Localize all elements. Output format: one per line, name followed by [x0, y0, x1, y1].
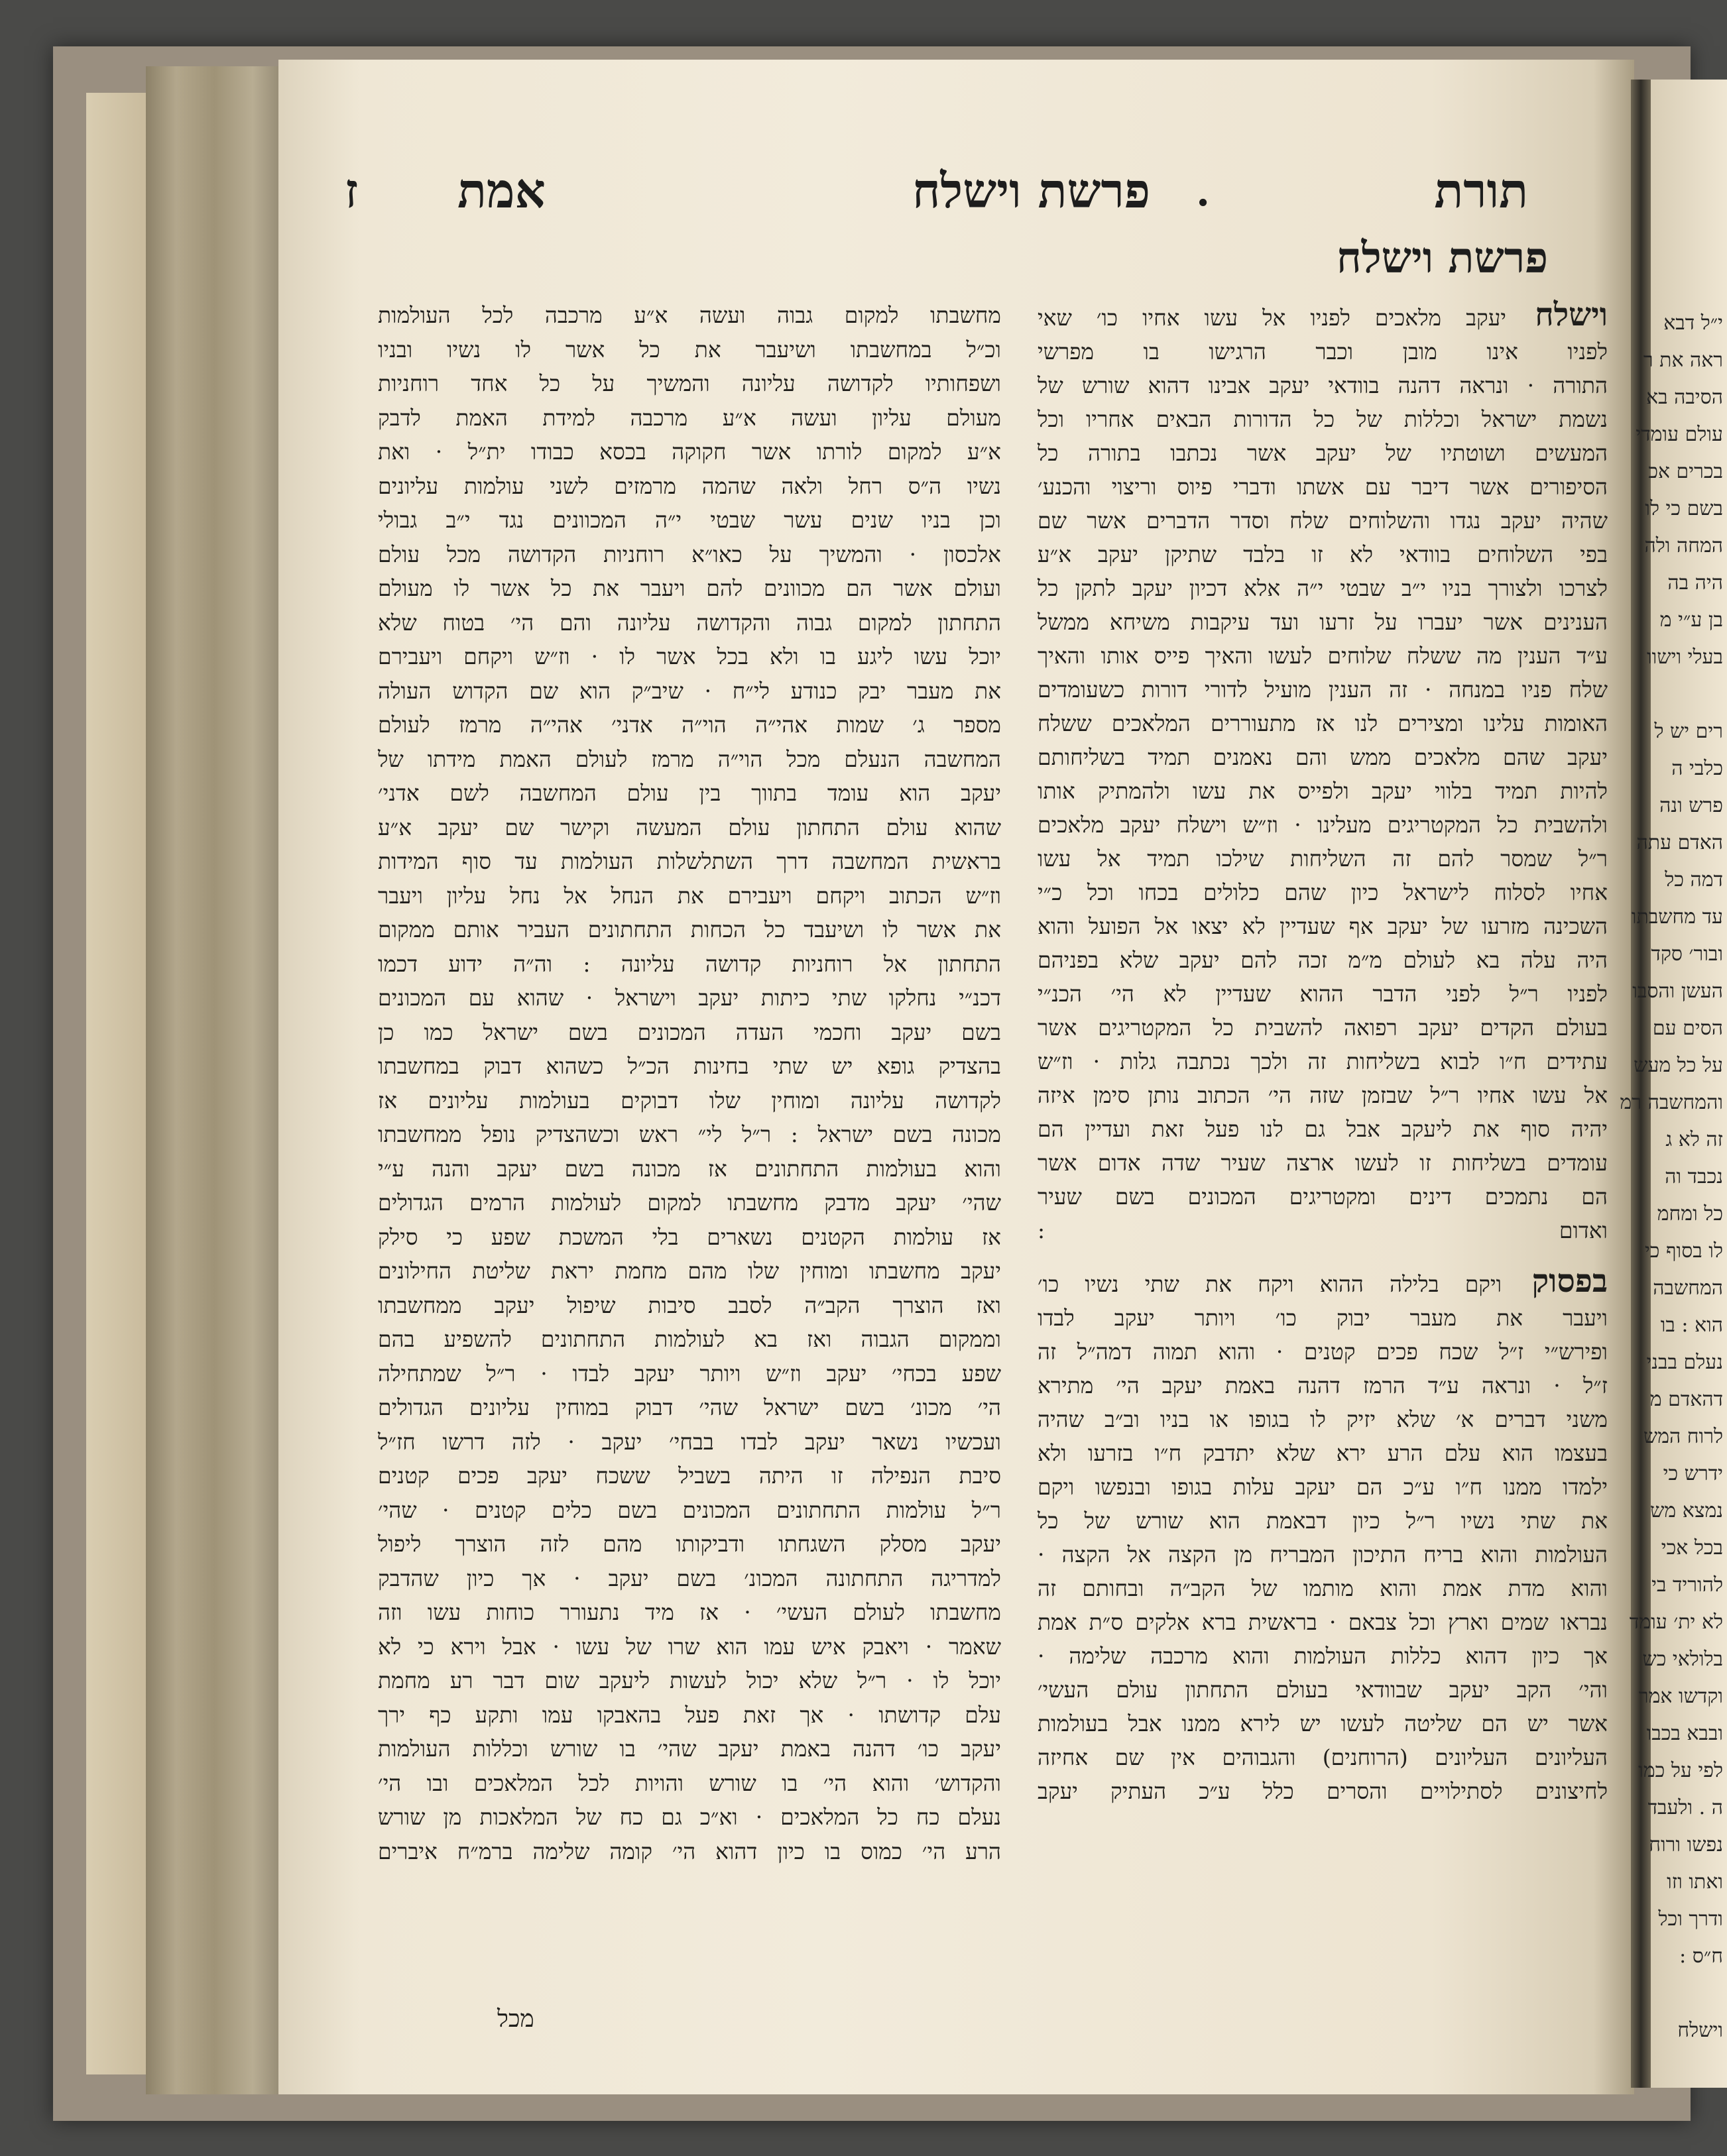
facing-page-fragment: נפשו ורוח — [1649, 1833, 1723, 1856]
text-line: ר״ל עולמות התחתונים המכונים בשם כלים קטנים · שהי׳ — [378, 1497, 1001, 1523]
lead-word: וישלח — [1506, 296, 1608, 333]
text-line: את מעבר יבק כנודע לי״ח · שיב״ק הוא שם הקדוש העולה — [378, 677, 1001, 704]
text-line: הסיפורים אשר דיבר עם אשתו ודברי פיוס וריצוי והכנע׳ — [1038, 474, 1608, 500]
header-book-title-2: אמת — [457, 162, 546, 219]
text-line: ר״ל שמסר להם זה השליחות שילכו תמיד אל עשו — [1038, 846, 1608, 872]
facing-page-fragment — [1651, 1975, 1727, 2012]
facing-page-fragment: נעלם בבני — [1646, 1351, 1723, 1374]
text-line: ויעבר את מעבר יבוק כו׳ ויותר יעקב לבדו — [1038, 1305, 1608, 1331]
text-line: יהיה סוף את ליעקב אבל גם לנו פעל זאת ועדיין הם — [1038, 1116, 1608, 1142]
text-line: משני דברים א׳ שלא יזיק לו בגופו או בניו וב״ב שהיה — [1038, 1406, 1608, 1432]
text-line: והוא מדת אמת והוא מותמו של הקב״ה ובחותם זה — [1038, 1575, 1608, 1601]
facing-page-fragment: בשם כי לו — [1645, 497, 1723, 520]
text-line: לחיצונים לסתילויים והסרים כלל ע״כ העתיק יעקב — [1038, 1778, 1608, 1804]
text-line: השכינה מזרעו של יעקב אף שעדיין לא יצאו אל הפועל והוא — [1038, 913, 1608, 939]
text-line-rest: יעקב מלאכים לפניו אל עשו אחיו כו׳ שאי — [1038, 305, 1507, 331]
facing-page-fragment: הוא : בו — [1660, 1314, 1723, 1337]
text-line — [1038, 1265, 1608, 1301]
text-line: אל עשו אחיו ר״ל שבזמן שזה הי׳ הכתוב נותן סימן איזה — [1038, 1082, 1608, 1108]
facing-page-fragment: לפי על כמו — [1638, 1759, 1723, 1782]
facing-page-fragment: דהאדם מ — [1649, 1388, 1723, 1411]
text-line: הענינים אשר יעברו על זרעו ועד עיקבות משיחא ממשל — [1038, 609, 1608, 635]
facing-page-fragment: בעלי וישוו — [1646, 646, 1723, 669]
facing-page-fragment: המחשבה — [1653, 1277, 1723, 1300]
text-line: יוכל לו · ר״ל שלא יכול לעשות ליעקב שום דבר רע מחמת — [378, 1668, 1001, 1693]
text-line: התורה · ונראה דהנה בוודאי יעקב אבינו דהוא שורש של — [1038, 372, 1608, 398]
facing-page-fragment: זה לא ג — [1665, 1128, 1723, 1151]
text-line: המעשים ושוטתיו של יעקב אשר נכתבו בתורה כל — [1038, 440, 1608, 466]
text-line: ופירש״י ז״ל שכח פכים קטנים · והוא תמוה דמה״ל זה — [1038, 1339, 1608, 1365]
text-line: מספר ג׳ שמות אהי״ה הוי״ה אדני׳ אהי״ה מרמז לעולם — [378, 712, 1001, 738]
facing-page-fragment: וקדשו אמר — [1638, 1685, 1723, 1708]
text-line: ואז הוצרך הקב״ה לסבב סיבות שיפול יעקב ממחשבתו — [378, 1292, 1001, 1318]
text-line: יעקב כו׳ דהנה באמת יעקב שהי׳ בו שורש וכללות העולמות — [378, 1736, 1001, 1762]
text-line: שהיה יעקב נגדו והשלוחים שלח וסדר הדברים אשר שם — [1038, 508, 1608, 534]
page-block-edge — [146, 66, 298, 2094]
facing-page-fragment: בלולאי כש — [1642, 1648, 1723, 1671]
text-line-rest: ויקם בלילה ההוא ויקח את שתי נשיו כו׳ — [1038, 1271, 1502, 1297]
text-line: נעלם כח כל המלאכים · וא״כ גם כח של המלאכות מן שורש — [378, 1804, 1001, 1830]
text-line: וז״ש הכתוב ויקחם ויעבירם את הנחל אל נחל עליון ויעבר — [378, 882, 1001, 909]
text-line: שלח פניו במנחה · זה הענין מועיל לדורי דורות כשעומדים — [1038, 677, 1608, 703]
text-line: שהי׳ יעקב מדבק מחשבתו למקום לעולמות הרמים הגדולים — [378, 1190, 1001, 1216]
facing-page-fragment — [1651, 676, 1727, 713]
text-line: את שתי נשיו ר״ל כיון דבאמת הוא שורש של כל — [1038, 1508, 1608, 1534]
text-line: מכונה בשם ישראל : ר״ל לי״ ראש וכשהצדיק נופל ממחשבתו — [378, 1121, 1001, 1147]
left-column-text — [378, 298, 1001, 1868]
text-line: סיבת הנפילה זו היתה בשביל ששכח יעקב פכים קטנים — [378, 1463, 1001, 1489]
facing-page-text — [1620, 80, 1727, 2049]
section-title: פרשת וישלח — [1336, 233, 1548, 283]
text-line: ושפחותיו לקדושה עליונה והמשיך על כל אחד רוחניות — [378, 370, 1001, 396]
text-line: יעקב מחשבתו ומוחין שלו מהם מחמת יראת שליטת החילונים — [378, 1258, 1001, 1284]
facing-page-fragment: רים יש ל — [1654, 720, 1723, 743]
text-line: שאמר · ויאבק איש עמו הוא שרו של עשו · אבל וירא כי לא — [378, 1633, 1001, 1660]
text-line: יעקב שהם מלאכים ממש והם נאמנים תמיד בשליחותם — [1038, 744, 1608, 770]
text-line: המחשבה הנעלם מכל הוי״ה מרמז לעולם האמת מידתו של — [378, 746, 1001, 772]
facing-page-fragment: האדם עתה — [1636, 831, 1723, 854]
text-line: אשר יש הם שליטה לעשו יש לירא ממנו אבל בעולמות — [1038, 1711, 1608, 1736]
facing-page-fragment: הסיבה בא — [1646, 386, 1723, 409]
text-line — [1038, 298, 1608, 335]
facing-page-fragment: ודרך וכל — [1658, 1907, 1723, 1931]
text-line: ולהשבית כל המקטריגים מעלינו · וז״ש וישלח יעקב מלאכים — [1038, 812, 1608, 838]
facing-page-fragment: ידרש כי — [1663, 1462, 1723, 1485]
text-line: בעצמו הוא עלם הרע ירא שלא יתדבק ח״ו בזרעו ולא — [1038, 1440, 1608, 1466]
catchword: מכל — [497, 2006, 534, 2033]
facing-page-fragment: בכל אכי — [1661, 1536, 1723, 1560]
text-line: התחתון למקום גבוה והקדושה עליונה והם הי׳ בטוח שלא — [378, 609, 1001, 636]
text-line: עומדים בשליחות זו לעשו ארצה שעיר שדה אדום אשר — [1038, 1150, 1608, 1176]
facing-page-fragment: בכרים אכ — [1648, 460, 1723, 483]
text-line: נבראו שמים וארץ וכל צבאם · בראשית ברא אלקים ס״ת אמת — [1038, 1609, 1608, 1635]
right-text-column — [1038, 298, 1608, 1808]
text-line: מחשבתו לעולם העשי׳ · אז מיד נתעורר כוחות עשו וזה — [378, 1599, 1001, 1625]
text-line: וממקום הגבוה ואז בא לעולמות התחתונים להשפיע בהם — [378, 1326, 1001, 1352]
text-line: התחתון אל רוחניות קדושה עליונה : וה״ה ידוע דכמו — [378, 950, 1001, 977]
text-line: בראשית המחשבה דרך השתלשלות העולמות עד סוף המידות — [378, 848, 1001, 874]
text-line: הי׳ מכונ׳ בשם ישראל שהי׳ דבוק במוחין עליונים הגדולים — [378, 1394, 1001, 1420]
facing-page-fragment: פרש ונה — [1659, 794, 1723, 817]
text-line: ילמדו ממנו ח״ו ע״כ הם יעקב עלות בגופו ובנפשו ויקם — [1038, 1474, 1608, 1500]
facing-page-fragment: העשן והסבו — [1632, 980, 1723, 1003]
text-line: העליונים העליונים (הרוחנים) והגבוהים אין שם אחיזה — [1038, 1744, 1608, 1770]
text-line: שפע בכחי׳ יעקב וז״ש ויותר יעקב לבדו · ר״ל שמתחילה — [378, 1360, 1001, 1387]
text-line: בעולם הקדים יעקב רפואה להשבית כל המקטריגים אשר — [1038, 1015, 1608, 1041]
page-number: ז — [345, 162, 359, 219]
facing-page-fragment: ובור׳ סקד — [1651, 942, 1723, 966]
text-line: העולמות והוא בריח התיכון המבריח מן הקצה אל הקצה · — [1038, 1542, 1608, 1567]
text-line: הם נתמכים דינים ומקטריגים המכונים בשם שעיר — [1038, 1184, 1608, 1210]
text-line: לצרכו ולצורך בניו י״ב שבטי י״ה אלא דכיון יעקב לתקן כל — [1038, 575, 1608, 601]
text-line: אלכסון · והמשיך על כאו״א רוחניות הקדושה מכל עולם — [378, 541, 1001, 567]
facing-page-fragment: עד מחשבתו — [1631, 905, 1723, 929]
header-separator: . — [1196, 169, 1210, 215]
facing-page-fragment: ה . ולעבד — [1647, 1796, 1723, 1819]
facing-page-fragment: המחה ולה — [1644, 534, 1723, 557]
text-line: עלם קדושתו · אך זאת פעל בהאבקו עמו ותקע כף ירך — [378, 1701, 1001, 1728]
text-line: אז עולמות הקטנים נשארים בלי המשכת שפע כי סילק — [378, 1223, 1001, 1250]
text-line: לפניו אינו מובן וכבר הרגישו בו מפרשי — [1038, 339, 1608, 365]
running-header — [331, 162, 1608, 235]
text-line: ועכשיו נשאר יעקב לבדו בבחי׳ יעקב · לזה דרשו חז״ל — [378, 1428, 1001, 1455]
text-line: ועולם אשר הם מכוונים להם ויעבר את כל אשר לו מעולם — [378, 575, 1001, 601]
facing-page-fragment: עולם עומדי — [1636, 423, 1723, 446]
facing-page-fragment: ואתו וזו — [1667, 1870, 1723, 1894]
facing-page-fragment: נמצא מש — [1650, 1499, 1723, 1522]
facing-page-fragment: והמחשבה רמ — [1620, 1091, 1723, 1114]
text-line: יעקב מסלק השגחתו ודביקותו מהם לזה הוצרך ליפול — [378, 1531, 1001, 1557]
text-line: להיות תמיד בלווי יעקב ולפייס את עשו ולהמתיק אותו — [1038, 778, 1608, 804]
facing-page-edge — [1620, 80, 1727, 2088]
lead-word: בפסוק — [1502, 1263, 1608, 1300]
facing-page-fragment: כל ומחמ — [1657, 1202, 1723, 1225]
text-line: נשמת ישראל וכללות של כל הדורות הבאים אחריו וכל — [1038, 406, 1608, 432]
facing-page-fragment: בן ע״י מ — [1659, 608, 1723, 632]
facing-page-fragment: וישלח — [1677, 2019, 1723, 2042]
text-line: למדריגה התחתונה המכונ׳ בשם יעקב · אך כיון שהדבק — [378, 1565, 1001, 1591]
facing-page-fragment: ראה את ר — [1643, 349, 1723, 372]
facing-page-fragment: לו בסוף כי — [1644, 1239, 1723, 1263]
facing-page-fragment: ח״ס : — [1679, 1945, 1723, 1968]
facing-page-fragment: היה בה — [1667, 571, 1723, 595]
right-column-section-2 — [1038, 1265, 1608, 1808]
text-line: וכן בניו שנים עשר שבטי י״ה המכוונים נגד י״ב גבולי — [378, 507, 1001, 533]
text-line: א״ע למקום לורתו אשר חקוקה בכסא כבודו ית״ל · ואת — [378, 439, 1001, 465]
header-book-title: תורת — [1434, 162, 1528, 219]
cover-board-edge — [86, 93, 146, 2074]
facing-page-fragment: ובבא בכבו — [1646, 1722, 1723, 1745]
text-line: היה עלה בא לעולם מ״מ זכה להם יעקב שלא בפניהם — [1038, 947, 1608, 973]
book-page — [278, 60, 1634, 2094]
text-line: אך כיון דהוא כללות העולמות והוא מרכבה שלימה · — [1038, 1643, 1608, 1669]
text-line: ע״ד הענין מה ששלח שלוחים לעשו והאיך פייס אותו והאיך — [1038, 643, 1608, 669]
facing-page-fragment: הסים עם — [1652, 1017, 1723, 1040]
facing-page-fragment: דמה כל — [1665, 868, 1723, 891]
text-line: שהוא עולם התחתון עולם המעשה וקישר שם יעקב א״ע — [378, 814, 1001, 840]
text-line: והוא בעולמות התחתונים אז מכונה בשם יעקב והנה ע״י — [378, 1155, 1001, 1182]
left-text-column — [378, 298, 1001, 1868]
text-line: בפי השלוחים בוודאי לא זו בלבד שתיקן יעקב א״ע — [1038, 541, 1608, 567]
text-line: את אשר לו ושיעבד כל הכחות התחתונים העביר אותם ממקום — [378, 917, 1001, 942]
text-line: ואדום : — [1038, 1218, 1608, 1243]
text-line: לפניו ר״ל לפני הדבר ההוא שעדיין לא הי׳ הכנ״י — [1038, 981, 1608, 1007]
right-column-section-1 — [1038, 298, 1608, 1247]
facing-page-fragment: י״ל דבא — [1663, 312, 1723, 335]
text-line: והי׳ הקב יעקב שבוודאי בעולם התחתון עולם העשי׳ — [1038, 1677, 1608, 1703]
facing-page-fragment: על כל מעש — [1634, 1054, 1723, 1077]
text-line: וכ״ל במחשבתו ושיעבר את כל אשר לו נשיו ובניו — [378, 336, 1001, 363]
text-line: בהצדיק גופא יש שתי בחינות הכ״ל כשהוא דבוק במחשבתו — [378, 1053, 1001, 1079]
text-line: והקדוש׳ והוא הי׳ בו שורש והויות לכל המלאכים ובו הי׳ — [378, 1770, 1001, 1796]
text-line: אחיו לסלוח לישראל כיון שהם כלולים בכחו וכל כ״י — [1038, 879, 1608, 905]
text-line: מעולם עליון ועשה א״ע מרכבה למידת האמת לדבק — [378, 404, 1001, 431]
text-line: עתידים ח״ו לבוא בשליחות זה ולכך נכתבה גלות · וז״ש — [1038, 1049, 1608, 1074]
text-line: יעקב הוא עומד בתווך בין עולם המחשבה לשם אדני׳ — [378, 780, 1001, 806]
text-line: יוכל עשו ליגע בו ולא בכל אשר לו · וז״ש ויקחם ויעבירם — [378, 644, 1001, 669]
text-line: הרע הי׳ כמוס בו כיון דהוא הי׳ קומה שלימה ברמ״ח איברים — [378, 1838, 1001, 1864]
text-line: בשם יעקב וחכמי העדה המכונים בשם ישראל כמו כן — [378, 1019, 1001, 1045]
text-line: לקדושה עליונה ומוחין שלו דבוקים בעולמות עליונים אז — [378, 1087, 1001, 1113]
text-line: דכנ״י נחלקו שתי כיתות יעקב וישראל · שהוא עם המכונים — [378, 985, 1001, 1011]
text-line: נשיו ה״ס רחל ולאה שהמה מרמזים לשני עולמות עליונים — [378, 473, 1001, 499]
facing-page-fragment: להוריד בי — [1651, 1573, 1723, 1597]
facing-page-fragment: נכבד וה — [1665, 1165, 1723, 1188]
facing-page-fragment: לרוח המש — [1643, 1425, 1723, 1448]
text-line: האומות עלינו ומצירים לנו אז מתעוררים המלאכים ששלח — [1038, 710, 1608, 736]
text-line: מחשבתו למקום גבוה ועשה א״ע מרכבה לכל העולמות — [378, 302, 1001, 328]
facing-page-fragment: לא ית׳ עומד — [1629, 1611, 1723, 1634]
facing-page-fragment: כלבי ה — [1671, 757, 1723, 780]
text-line: ז״ל · ונראה ע״ד הרמז דהנה באמת יעקב הי׳ מתירא — [1038, 1373, 1608, 1398]
header-parsha: פרשת וישלח — [912, 162, 1150, 219]
